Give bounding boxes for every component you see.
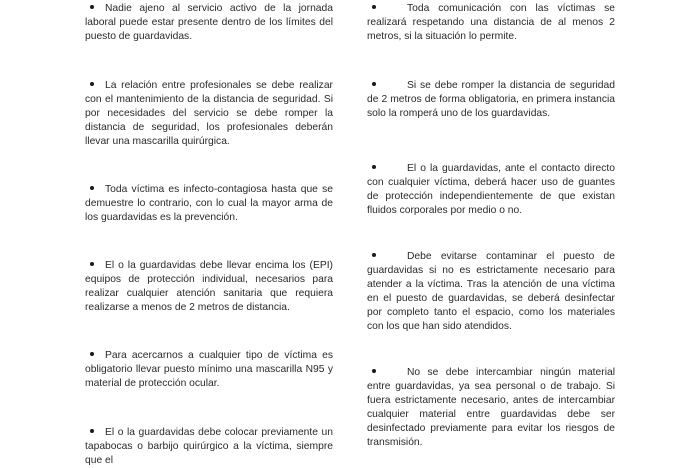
list-item: La relación entre profesionales se debe realizar con el mantenimiento de la distancia de seguridad. Si por necesidades del servicio se debe romper la distancia de seguridad, los profesionales deberán llevar una mascarilla quirúrgica. bbox=[85, 80, 333, 147]
bullet-icon bbox=[367, 162, 407, 176]
bullet-icon bbox=[85, 2, 105, 16]
bullet-icon bbox=[85, 349, 105, 363]
bullet-icon bbox=[85, 183, 105, 197]
bullet-icon bbox=[367, 2, 407, 16]
bullet-icon bbox=[367, 366, 407, 380]
bullet-icon bbox=[367, 79, 407, 93]
bullet-icon bbox=[85, 79, 105, 93]
bullet-icon bbox=[85, 259, 105, 273]
list-item: El o la guardavidas debe llevar encima los (EPI) equipos de protección individual, necesarios para realizar cualquier atención sanitaria que requiera realizarse a menos de 2 metros de distancia. bbox=[85, 260, 333, 313]
list-item: Si se debe romper la distancia de seguridad de 2 metros de forma obligatoria, en primera instancia solo la romperá uno de los guardavidas. bbox=[367, 80, 615, 119]
bullet-icon bbox=[85, 426, 105, 440]
list-item: No se debe intercambiar ningún material entre guardavidas, ya sea personal o de trabajo. Si fuera estrictamente necesario, antes de intercambiar cualquier material entre guardavidas debe ser desinfectado previamente para evitar los riesgos de transmisión. bbox=[367, 367, 615, 448]
list-item: Toda víctima es infecto-contagiosa hasta que se demuestre lo contrario, con lo cual la mayor arma de los guardavidas es la prevención. bbox=[85, 184, 333, 223]
list-item: Toda comunicación con las víctimas se realizará respetando una distancia de al menos 2 metros, si la situación lo permite. bbox=[367, 3, 615, 42]
list-item: El o la guardavidas, ante el contacto directo con cualquier víctima, deberá hacer uso de guantes de protección independientemente de que existan fluidos corporales por medio o no. bbox=[367, 163, 615, 216]
list-item: El o la guardavidas debe colocar previamente un tapabocas o barbijo quirúrgico a la víctima, siempre que el bbox=[85, 427, 333, 466]
list-item: Para acercarnos a cualquier tipo de víctima es obligatorio llevar puesto mínimo una mascarilla N95 y material de protección ocular. bbox=[85, 350, 333, 389]
list-item: Nadie ajeno al servicio activo de la jornada laboral puede estar presente dentro de los límites del puesto de guardavidas. bbox=[85, 3, 333, 42]
list-item: Debe evitarse contaminar el puesto de guardavidas si no es estrictamente necesario para atender a la víctima. Tras la atención de una víctima en el puesto de guardavidas, se deberá desinfectar por completo tanto el espacio, como los materiales con los que han sido atendidos. bbox=[367, 251, 615, 332]
bullet-icon bbox=[367, 250, 407, 264]
